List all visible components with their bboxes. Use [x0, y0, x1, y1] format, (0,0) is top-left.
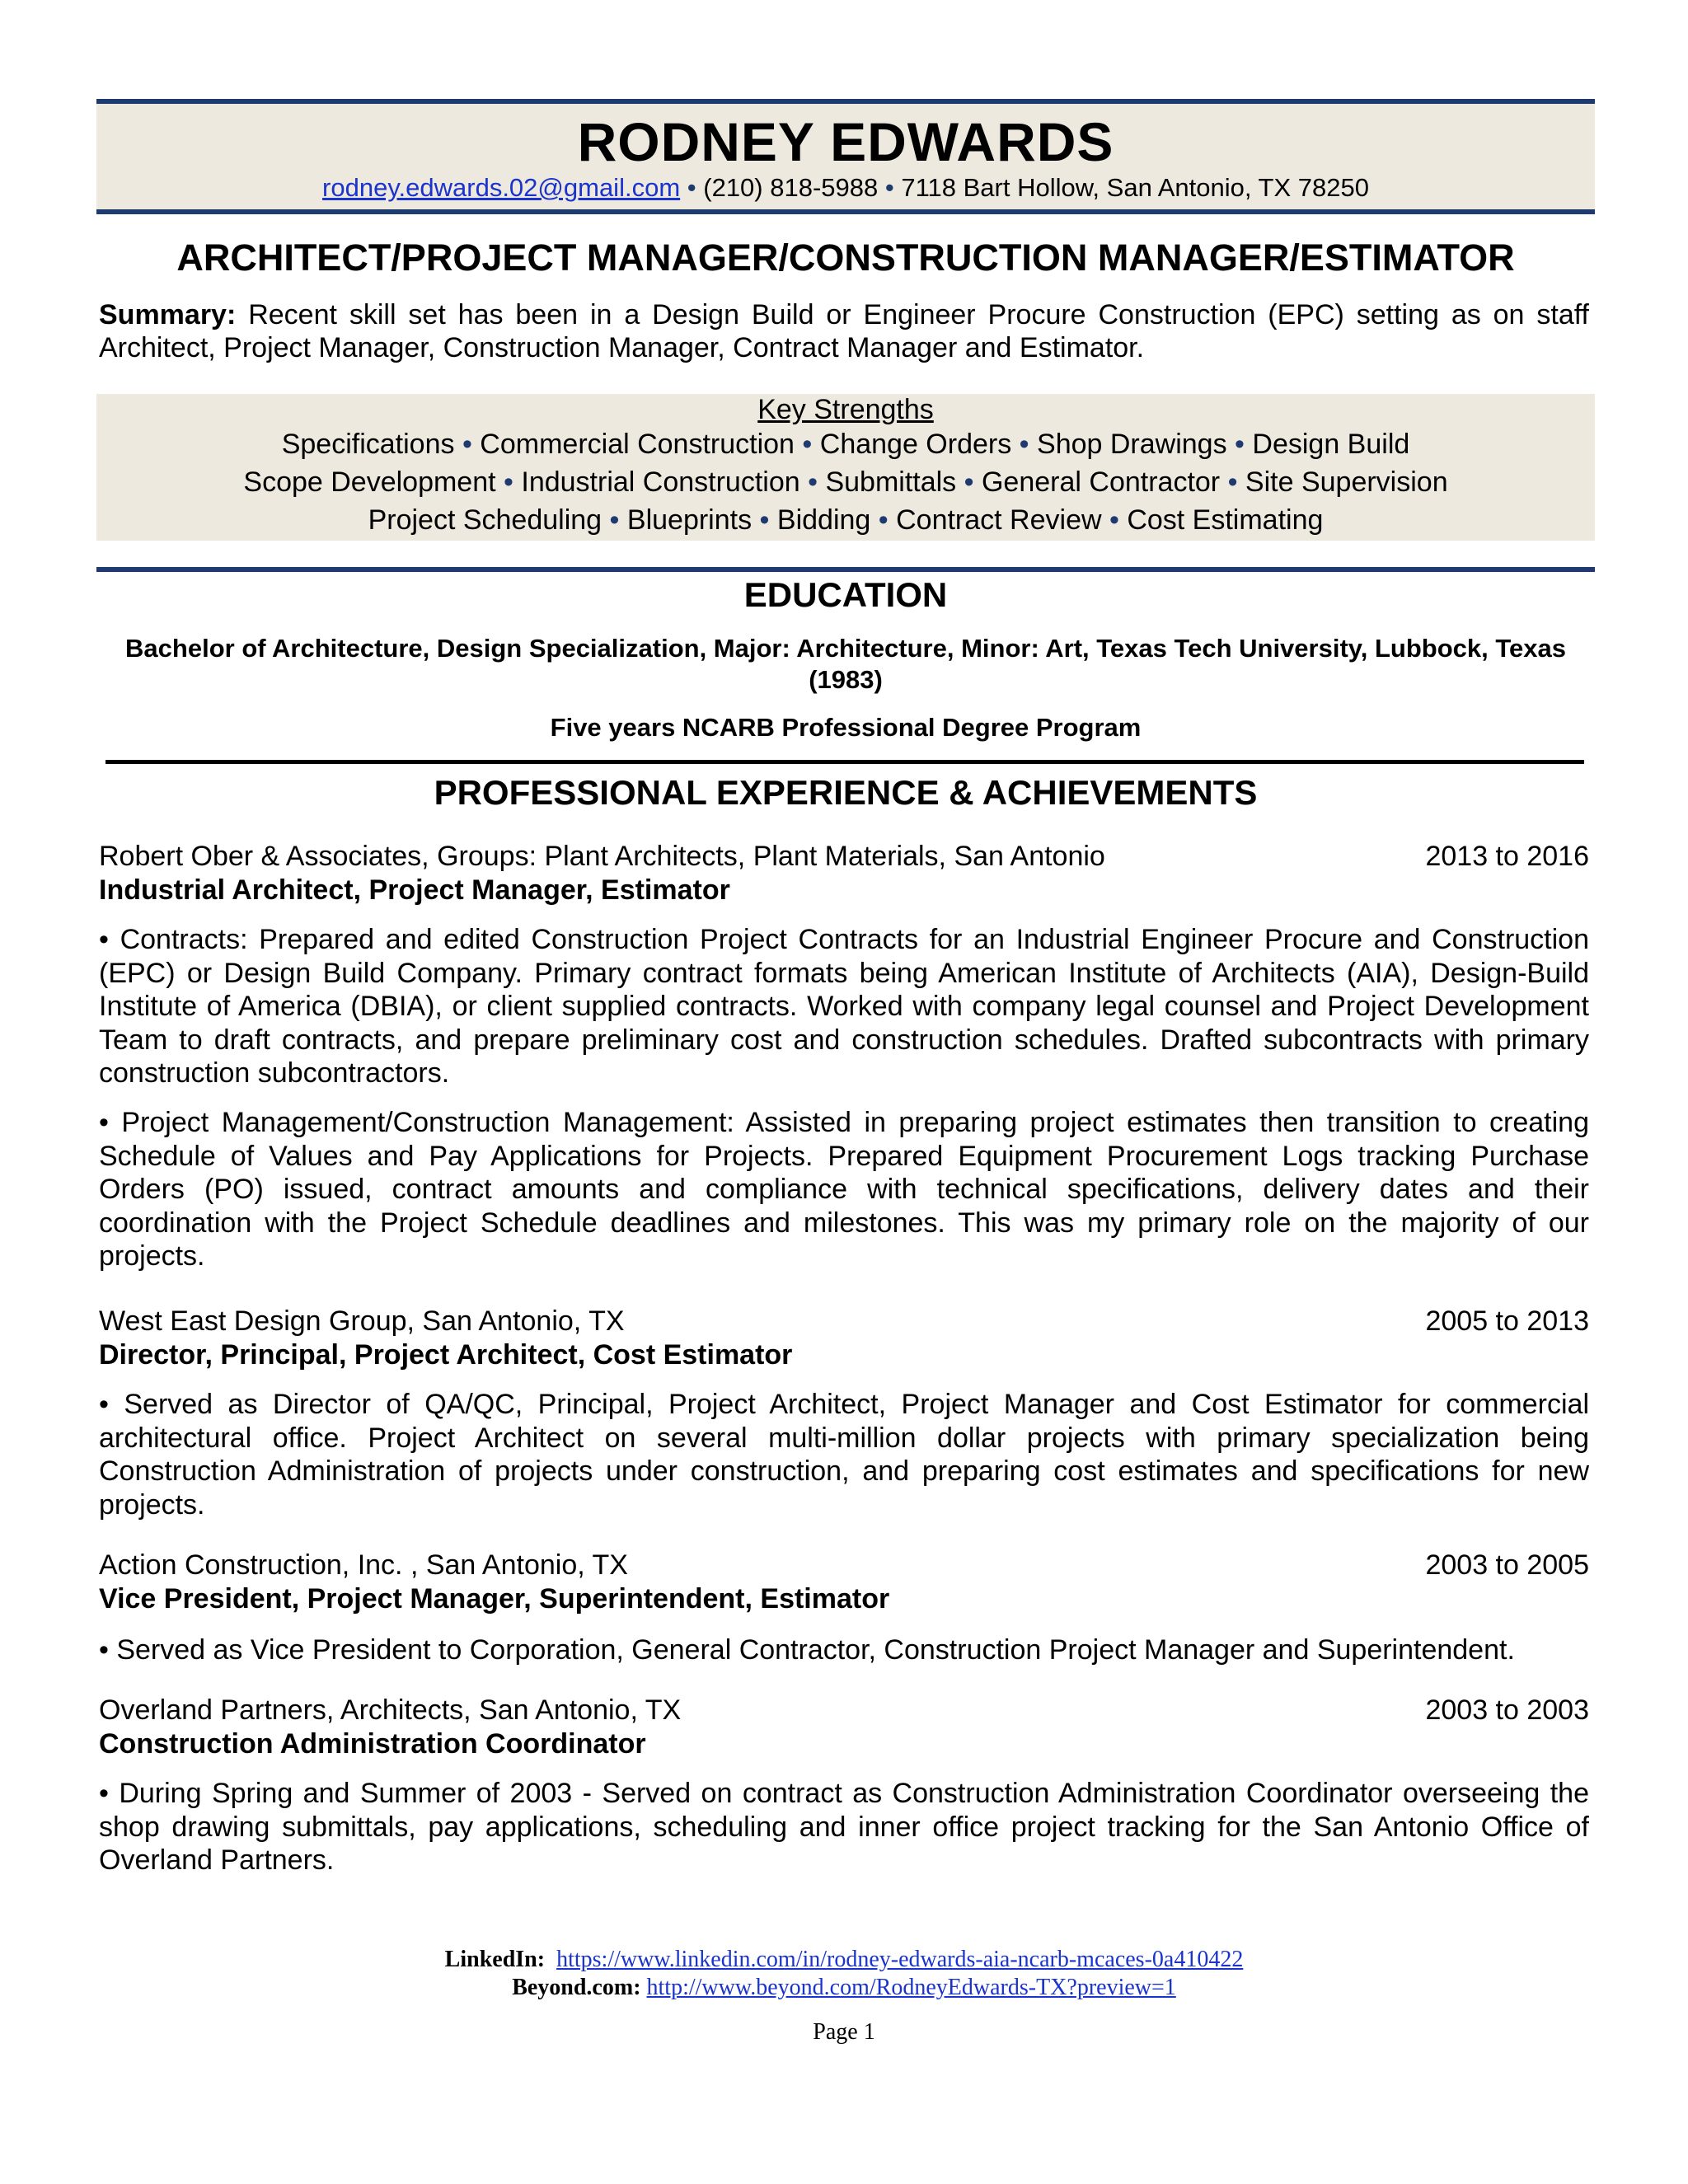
job-bullet: • Contracts: Prepared and edited Construction Project Contracts for an Industrial Engineer Procure and Construction (EPC) or Design Build Company. Primary contract formats being American Institute of Architects (AIA), Design-Build Institute of America (DBIA), or client supplied contracts. Worked with company legal counsel and Project Development Team to draft contracts, and prepare preliminary cost and construction schedules. Drafted subcontracts with primary construction subcontractors.	[99, 924, 1589, 1089]
separator: •	[1011, 429, 1038, 460]
job-role: Director, Principal, Project Architect, Cost Estimator	[99, 1339, 793, 1371]
job-dates: 2005 to 2013	[1425, 1305, 1589, 1337]
separator: •	[799, 466, 826, 498]
separator: •	[454, 429, 481, 460]
job-company: West East Design Group, San Antonio, TX	[99, 1305, 625, 1337]
strengths-row	[96, 429, 1595, 461]
separator: •	[602, 504, 627, 536]
strength-item: Submittals	[825, 466, 957, 498]
education-program: Five years NCARB Professional Degree Program	[550, 713, 1142, 742]
strength-item: Scope Development	[243, 466, 496, 498]
strength-item: Design Build	[1252, 429, 1410, 460]
separator: •	[794, 429, 820, 460]
strength-item: Contract Review	[896, 504, 1102, 536]
separator: •	[752, 504, 777, 536]
summary-text: Recent skill set has been in a Design Build or Engineer Procure Construction (EPC) setting as on staff Architect, Project Manager, Construction Manager, Contract Manager and Estimator.	[99, 299, 1590, 363]
beyond-label: Beyond.com:	[512, 1975, 641, 2000]
phone: (210) 818-5988	[703, 173, 879, 202]
separator: •	[956, 466, 982, 498]
job-company: Overland Partners, Architects, San Antonio, TX	[99, 1694, 682, 1726]
job-role: Construction Administration Coordinator	[99, 1728, 646, 1760]
strength-item: Specifications	[281, 429, 455, 460]
job-role: Industrial Architect, Project Manager, Estimator	[99, 874, 730, 906]
job-company-line	[99, 841, 1589, 873]
job-dates: 2003 to 2005	[1425, 1549, 1589, 1581]
strength-item: Site Supervision	[1245, 466, 1448, 498]
experience-heading: PROFESSIONAL EXPERIENCE & ACHIEVEMENTS	[434, 773, 1258, 812]
strength-item: Industrial Construction	[521, 466, 800, 498]
linkedin-label: LinkedIn:	[444, 1947, 546, 1972]
footer-beyond	[0, 1975, 1688, 2001]
strength-item: Cost Estimating	[1127, 504, 1324, 536]
strength-item: Bidding	[776, 504, 871, 536]
separator: •	[1220, 466, 1245, 498]
job-company-line	[99, 1694, 1589, 1727]
job-company: Robert Ober & Associates, Groups: Plant Architects, Plant Materials, San Antonio	[99, 841, 1105, 872]
separator: •	[884, 173, 894, 202]
linkedin-link[interactable]: https://www.linkedin.com/in/rodney-edwards-aia-ncarb-mcaces-0a410422	[556, 1947, 1244, 1972]
email-link[interactable]: rodney.edwards.02@gmail.com	[322, 173, 681, 202]
job-dates: 2013 to 2016	[1425, 841, 1589, 872]
key-strengths-box	[96, 394, 1595, 541]
job-bullet: • During Spring and Summer of 2003 - Served on contract as Construction Administration Coordinator overseeing the shop drawing submittals, pay applications, scheduling and inner office project tracking for the San Antonio Office of Overland Partners.	[99, 1778, 1589, 1876]
contact-line	[96, 173, 1595, 203]
separator: •	[1101, 504, 1128, 536]
job-dates: 2003 to 2003	[1425, 1694, 1589, 1726]
footer-linkedin	[0, 1947, 1688, 1973]
job-company-line	[99, 1305, 1589, 1338]
separator: •	[1226, 429, 1253, 460]
summary-label: Summary:	[99, 299, 237, 330]
separator: •	[687, 173, 696, 202]
separator: •	[870, 504, 897, 536]
job-role: Vice President, Project Manager, Superintendent, Estimator	[99, 1583, 890, 1615]
address: 7118 Bart Hollow, San Antonio, TX 78250	[901, 173, 1369, 202]
education-heading: EDUCATION	[743, 575, 948, 614]
job-company: Action Construction, Inc. , San Antonio, TX	[99, 1549, 628, 1581]
strength-item: Project Scheduling	[368, 504, 603, 536]
key-strengths-heading: Key Strengths	[757, 394, 934, 425]
strength-item: Shop Drawings	[1037, 429, 1227, 460]
strengths-row	[96, 466, 1595, 499]
job-company-line	[99, 1549, 1589, 1582]
header-band	[96, 99, 1595, 214]
job-bullet: • Served as Vice President to Corporation, General Contractor, Construction Project Manager and Superintendent.	[99, 1634, 1515, 1666]
summary	[99, 298, 1589, 364]
job-bullet: • Served as Director of QA/QC, Principal, Project Architect, Project Manager and Cost Estimator for commercial architectural office. Project Architect on several multi-million dollar projects with primary specialization being Construction Administration of projects under construction, and preparing cost estimates and specifications for new projects.	[99, 1389, 1589, 1521]
job-bullet: • Project Management/Construction Management: Assisted in preparing project estimates then transition to creating Schedule of Values and Pay Applications for Projects. Prepared Equipment Procurement Logs tracking Purchase Orders (PO) issued, contract amounts and compliance with technical specifications, delivery dates and their coordination with the Project Schedule deadlines and milestones. This was my primary role on the majority of our projects.	[99, 1107, 1589, 1272]
strength-item: Blueprints	[626, 504, 753, 536]
education-degree: Bachelor of Architecture, Design Specialization, Major: Architecture, Minor: Art, Texas Tech University, Lubbock, Texas (1983)	[125, 634, 1566, 694]
section-divider	[96, 567, 1595, 572]
strength-item: Commercial Construction	[480, 429, 795, 460]
strength-item: General Contractor	[981, 466, 1221, 498]
page-number: Page 1	[813, 2019, 875, 2045]
job-title-heading: ARCHITECT/PROJECT MANAGER/CONSTRUCTION MANAGER/ESTIMATOR	[176, 237, 1515, 279]
candidate-name: RODNEY EDWARDS	[577, 111, 1114, 172]
section-divider	[106, 760, 1584, 764]
separator: •	[495, 466, 522, 498]
beyond-link[interactable]: http://www.beyond.com/RodneyEdwards-TX?preview=1	[646, 1975, 1176, 2000]
strengths-row	[96, 504, 1595, 537]
strength-item: Change Orders	[819, 429, 1012, 460]
